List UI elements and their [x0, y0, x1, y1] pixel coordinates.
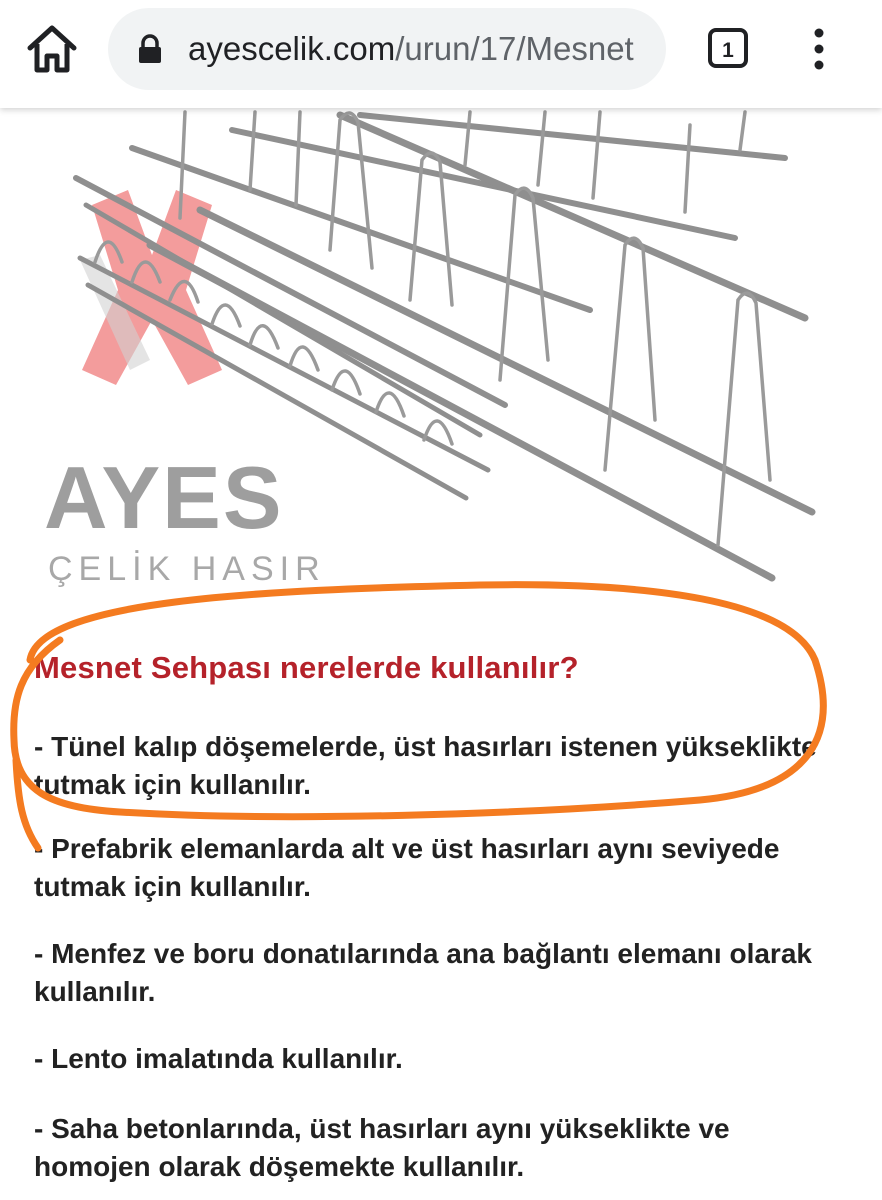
address-bar[interactable] — [108, 8, 666, 90]
list-item: - Tünel kalıp döşemelerde, üst hasırları istenen yükseklikte tutmak için kullanılır. — [34, 731, 817, 800]
list-item: - Menfez ve boru donatılarında ana bağlantı elemanı olarak kullanılır. — [34, 938, 812, 1007]
url-domain: ayescelik.com — [188, 30, 396, 67]
list-item: - Prefabrik elemanlarda alt ve üst hasırları aynı seviyede tutmak için kullanılır. — [34, 833, 780, 902]
list-item: - Lento imalatında kullanılır. — [34, 1043, 403, 1074]
list-item: - Saha betonlarında, üst hasırları aynı yükseklikte ve homojen olarak döşemekte kullanılır. — [34, 1113, 730, 1182]
logo-subtext: ÇELİK HASIR — [48, 550, 326, 588]
product-image — [0, 108, 882, 628]
url-text[interactable] — [188, 28, 656, 70]
tab-count: 1 — [722, 39, 734, 62]
more-vert-icon[interactable] — [804, 24, 834, 74]
home-icon[interactable] — [22, 22, 82, 76]
url-path: /urun/17/Mesnet — [395, 30, 634, 67]
article-heading: Mesnet Sehpası nerelerde kullanılır? — [34, 650, 579, 685]
logo-text: AYES — [44, 448, 284, 547]
browser-toolbar — [0, 0, 882, 108]
tab-switcher-icon[interactable] — [706, 26, 750, 70]
lock-icon — [138, 34, 162, 64]
